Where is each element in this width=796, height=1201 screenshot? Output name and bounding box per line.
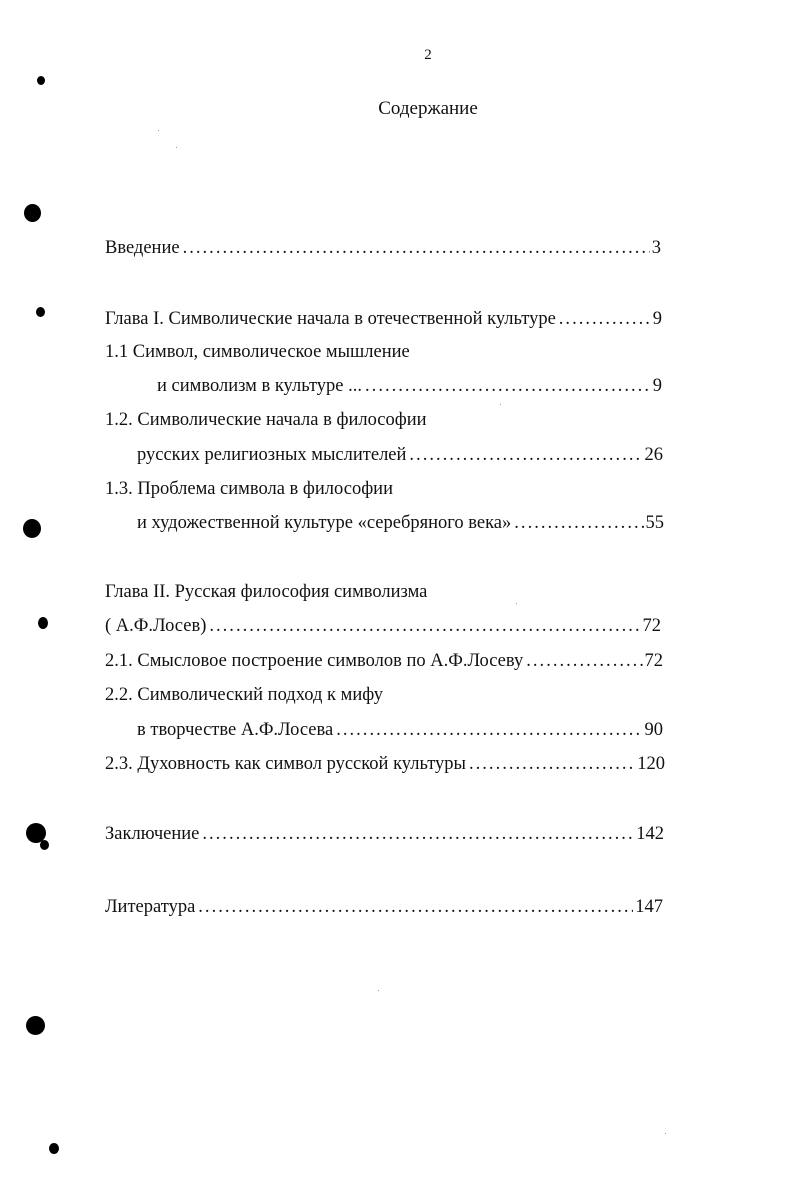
toc-entry-label: и художественной культуре «серебряного века» <box>137 513 512 533</box>
toc-entry-section-2-1 <box>105 649 663 673</box>
binder-hole-mark <box>40 840 49 850</box>
toc-entry-page: 9 <box>652 376 662 396</box>
binder-hole-mark <box>38 617 48 629</box>
toc-entry-section-2-2-line1: 2.2. Символический подход к мифу <box>105 685 383 705</box>
dot-leader <box>514 511 643 535</box>
toc-entry-page: 3 <box>651 238 661 258</box>
toc-entry-chapter-2-line2 <box>105 614 661 638</box>
dot-leader <box>409 443 642 467</box>
toc-entry-label: Глава I. Символические начала в отечественной культуре <box>105 309 556 329</box>
toc-entry-section-1-3-line1: 1.3. Проблема символа в философии <box>105 479 393 499</box>
dot-leader <box>365 374 651 398</box>
toc-entry-page: 90 <box>644 720 663 740</box>
dot-leader <box>198 895 633 919</box>
dot-leader <box>202 822 634 846</box>
toc-entry-label: 2.1. Смысловое построение символов по А.Ф.Лосеву <box>105 651 524 671</box>
toc-entry-page: 142 <box>636 824 664 844</box>
scan-speck <box>378 990 379 991</box>
toc-entry-page: 55 <box>645 513 664 533</box>
dot-leader <box>209 614 640 638</box>
binder-hole-mark <box>49 1143 59 1154</box>
toc-entry-section-1-2-line1: 1.2. Символические начала в философии <box>105 410 427 430</box>
dot-leader <box>559 307 651 331</box>
page-number: 2 <box>424 47 432 63</box>
toc-entry-label: 2.3. Духовность как символ русской культуры <box>105 754 466 774</box>
scan-speck <box>516 603 517 604</box>
toc-entry-label: Литература <box>105 897 196 917</box>
toc-entry-label: русских религиозных мыслителей <box>137 445 407 465</box>
toc-entry-literature <box>105 895 663 919</box>
toc-entry-chapter-2-line1: Глава II. Русская философия символизма <box>105 582 428 602</box>
toc-entry-section-1-1-line1: 1.1 Символ, символическое мышление <box>105 342 410 362</box>
toc-entry-label: ( А.Ф.Лосев) <box>105 616 207 636</box>
binder-hole-mark <box>36 307 45 317</box>
binder-hole-mark <box>26 1016 45 1035</box>
toc-entry-section-2-3 <box>105 752 665 776</box>
toc-entry-section-2-2-line2 <box>137 718 663 742</box>
scan-speck <box>500 404 501 405</box>
scan-speck <box>158 130 159 131</box>
toc-entry-page: 72 <box>644 651 663 671</box>
dot-leader <box>469 752 635 776</box>
dot-leader <box>526 649 642 673</box>
toc-entry-chapter-1 <box>105 307 662 331</box>
toc-entry-label: в творчестве А.Ф.Лосева <box>137 720 334 740</box>
toc-entry-conclusion <box>105 822 664 846</box>
toc-entry-page: 120 <box>637 754 665 774</box>
toc-entry-section-1-2-line2 <box>137 443 663 467</box>
toc-entry-label: Заключение <box>105 824 200 844</box>
scan-speck <box>176 147 177 148</box>
toc-entry-page: 26 <box>644 445 663 465</box>
dot-leader <box>183 236 650 260</box>
toc-entry-label: Введение <box>105 238 180 258</box>
binder-hole-mark <box>37 76 45 85</box>
toc-entry-introduction <box>105 236 661 260</box>
toc-entry-page: 9 <box>652 309 662 329</box>
toc-entry-section-1-1-line2 <box>157 374 662 398</box>
toc-entry-section-1-3-line2 <box>137 511 664 535</box>
toc-entry-page: 147 <box>635 897 663 917</box>
scan-speck <box>665 1133 666 1134</box>
page-title: Содержание <box>378 98 478 119</box>
toc-entry-page: 72 <box>642 616 661 636</box>
binder-hole-mark <box>23 519 41 538</box>
toc-entry-label: и символизм в культуре ... <box>157 376 363 396</box>
dot-leader <box>336 718 642 742</box>
binder-hole-mark <box>24 204 41 222</box>
